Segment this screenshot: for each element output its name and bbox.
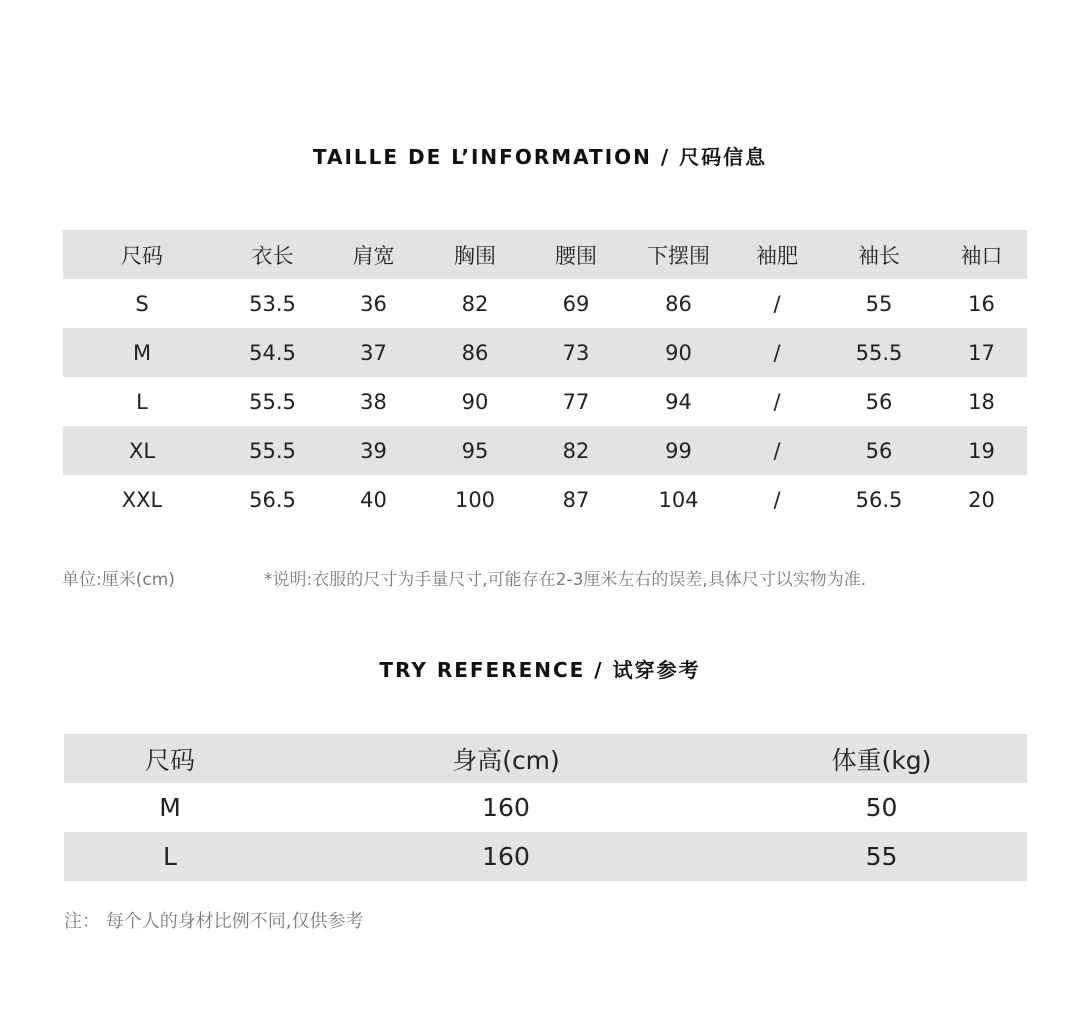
header-height: 身高(cm) [276, 734, 736, 783]
table-cell: 77 [562, 389, 590, 414]
table-cell: 87 [562, 487, 590, 512]
table-cell: 54.5 [221, 328, 324, 377]
table-cell: 37 [324, 328, 423, 377]
table-cell: 17 [936, 328, 1027, 377]
table-row [63, 279, 1027, 328]
table-row [64, 832, 1027, 881]
table-cell: / [773, 291, 781, 316]
header-sleeve-width: 袖肥 [732, 230, 822, 279]
table-cell: 55 [865, 291, 893, 316]
header-weight: 体重(kg) [736, 734, 1027, 783]
table-cell: L [64, 832, 276, 881]
size-chart-table [63, 230, 1027, 524]
table-cell: 56.5 [249, 487, 296, 512]
table-cell: 56 [822, 426, 936, 475]
size-info-title: TAILLE DE L’INFORMATION / 尺码信息 [312, 145, 768, 169]
header-size: 尺码 [64, 734, 276, 783]
table-cell: L [136, 389, 148, 414]
try-table-header-row [64, 734, 1027, 783]
table-cell: 95 [423, 426, 527, 475]
table-cell: 90 [625, 328, 732, 377]
table-cell: 20 [968, 487, 995, 512]
header-size: 尺码 [63, 230, 221, 279]
size-table-header-row [63, 230, 1027, 279]
header-cuff: 袖口 [936, 230, 1027, 279]
table-cell: 16 [968, 291, 995, 316]
header-length: 衣长 [221, 230, 324, 279]
header-shoulder: 肩宽 [324, 230, 423, 279]
measurement-description-note: *说明:衣服的尺寸为手量尺寸,可能存在2-3厘米左右的误差,具体尺寸以实物为准. [264, 570, 867, 590]
table-cell: S [135, 291, 149, 316]
table-cell: / [732, 426, 822, 475]
table-row [63, 475, 1027, 524]
table-row [64, 783, 1027, 832]
unit-note: 单位:厘米(cm) [62, 570, 175, 590]
table-cell: 55.5 [822, 328, 936, 377]
table-cell: 100 [454, 487, 496, 512]
table-cell: M [63, 328, 221, 377]
table-cell: XXL [121, 487, 163, 512]
table-cell: 36 [360, 291, 387, 316]
table-row [63, 328, 1027, 377]
table-cell: 55 [736, 832, 1027, 881]
header-chest: 胸围 [423, 230, 527, 279]
table-cell: 40 [360, 487, 387, 512]
table-cell: 18 [968, 389, 995, 414]
table-cell: / [732, 328, 822, 377]
table-cell: 82 [461, 291, 489, 316]
table-cell: 90 [461, 389, 489, 414]
table-cell: XL [63, 426, 221, 475]
table-cell: 160 [482, 793, 530, 822]
table-cell: 73 [527, 328, 625, 377]
table-row [63, 377, 1027, 426]
table-row [63, 426, 1027, 475]
table-cell: / [773, 389, 781, 414]
header-sleeve-length: 袖长 [822, 230, 936, 279]
table-cell: 38 [360, 389, 387, 414]
table-cell: 50 [865, 793, 898, 822]
reference-note: 注： 每个人的身材比例不同,仅供参考 [64, 911, 364, 932]
table-cell: 53.5 [249, 291, 296, 316]
table-cell: 86 [423, 328, 527, 377]
table-cell: 55.5 [249, 389, 296, 414]
table-cell: 160 [276, 832, 736, 881]
table-cell: 99 [625, 426, 732, 475]
header-waist: 腰围 [527, 230, 625, 279]
table-cell: 19 [936, 426, 1027, 475]
table-cell: 94 [665, 389, 692, 414]
try-reference-title: TRY REFERENCE / 试穿参考 [379, 658, 701, 682]
table-cell: M [159, 793, 181, 822]
table-cell: / [773, 487, 781, 512]
table-cell: 86 [665, 291, 692, 316]
table-cell: 69 [562, 291, 590, 316]
table-cell: 56 [865, 389, 893, 414]
table-cell: 104 [658, 487, 699, 512]
table-cell: 82 [527, 426, 625, 475]
table-cell: 56.5 [855, 487, 903, 512]
header-hem: 下摆围 [625, 230, 732, 279]
try-reference-table [64, 734, 1027, 881]
table-cell: 55.5 [221, 426, 324, 475]
table-cell: 39 [324, 426, 423, 475]
